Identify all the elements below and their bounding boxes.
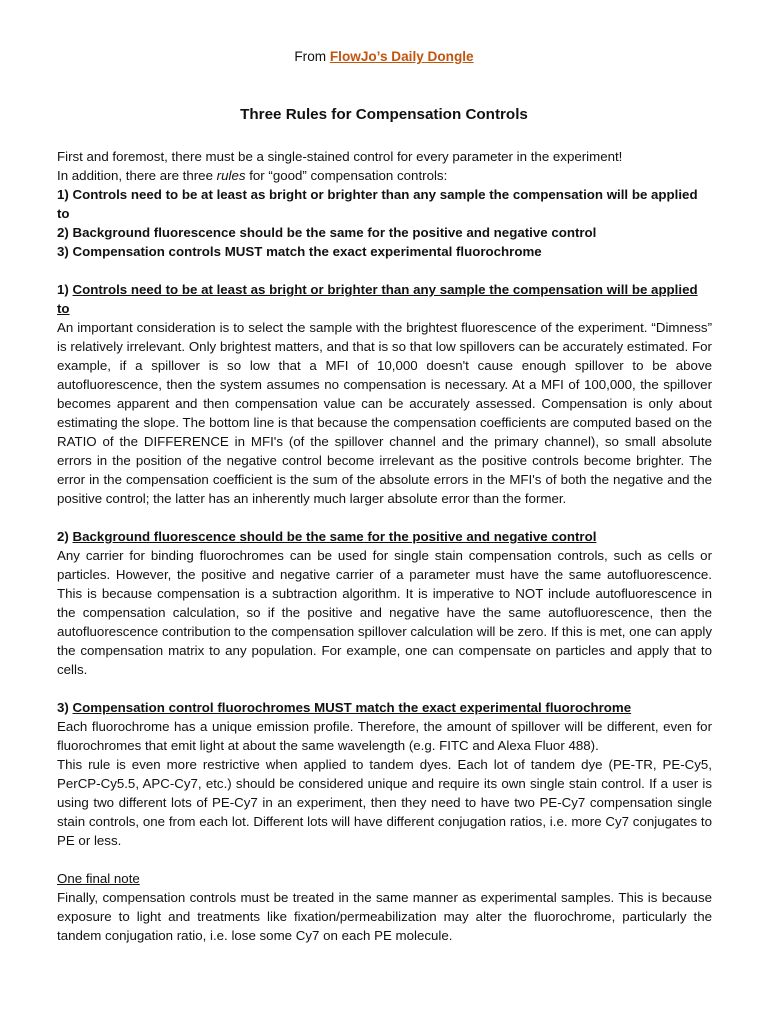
section-2-number: 2)	[57, 529, 69, 544]
section-1-body: An important consideration is to select the sample with the brightest fluorescence of the experiment. “Dimness” is relatively irrelevant. Only brightest matters, and that is so that low spillovers can be accurately estimated. For example, if a spillover is so low that a MFI of 10,000 doesn't cause enough spillover to be above autofluorescence, then the system assumes no compensation is necessary. At a MFI of 100,000, the spillover becomes apparent and then compensation value can be accurately assessed. Compensation is only about estimating the slope. The bottom line is that because the compensation coefficients are computed based on the RATIO of the DIFFERENCE in MFI's (of the spillover channel and the primary channel), so small absolute errors in the position of the negative control become irrelevant as the positive controls become brighter. The error in the compensation coefficient is the sum of the absolute errors in the MFI's of both the negative and the positive control; the latter has an inherently much larger absolute error than the former.	[57, 320, 712, 506]
section-3-heading-text: Compensation control fluorochromes MUST match the exact experimental fluorochrome	[72, 700, 632, 715]
spacer	[57, 679, 712, 698]
spacer	[57, 261, 712, 280]
spacer	[57, 508, 712, 527]
section-3-body-1: Each fluorochrome has a unique emission profile. Therefore, the amount of spillover will be different, even for fluorochromes that emit light at about the same wavelength (e.g. FITC and Alexa Fluor 488).	[57, 719, 712, 753]
intro-rules-word: rules	[216, 168, 246, 183]
section-1-number: 1)	[57, 282, 69, 297]
spacer	[57, 850, 712, 869]
source-line	[0, 47, 768, 66]
intro-line-1: First and foremost, there must be a single-stained control for every parameter in the experiment!	[57, 149, 623, 164]
rule-summary-2: 2) Background fluorescence should be the same for the positive and negative control	[57, 225, 597, 240]
section-3-number: 3)	[57, 700, 69, 715]
document-title: Three Rules for Compensation Controls	[240, 106, 528, 123]
section-2-heading	[57, 527, 712, 546]
intro-line-2-before: In addition, there are three	[57, 168, 217, 183]
rule-summary-3: 3) Compensation controls MUST match the exact experimental fluorochrome	[57, 244, 542, 259]
document-body	[57, 147, 712, 945]
section-2-heading-text: Background fluorescence should be the same for the positive and negative control	[72, 529, 597, 544]
section-3-heading	[57, 698, 712, 717]
final-note-heading: One final note	[57, 871, 140, 886]
intro-line-2	[57, 166, 712, 185]
source-link[interactable]: FlowJo’s Daily Dongle	[329, 49, 474, 64]
section-1-heading	[57, 280, 712, 318]
section-1-heading-text: Controls need to be at least as bright or brighter than any sample the compensation will be applied to	[57, 282, 698, 316]
intro-line-2-after: for “good” compensation controls:	[245, 168, 448, 183]
source-prefix: From	[294, 49, 327, 64]
section-3-body-2: This rule is even more restrictive when applied to tandem dyes. Each lot of tandem dye (PE-TR, PE-Cy5, PerCP-Cy5.5, APC-Cy7, etc.) should be considered unique and require its own single stain control. If a user is using two different lots of PE-Cy7 in an experiment, then they need to have two PE-Cy7 compensation single stain controls, one from each lot. Different lots will have different conjugation ratios, i.e. more Cy7 conjugates to PE or less.	[57, 757, 712, 848]
section-2-body: Any carrier for binding fluorochromes can be used for single stain compensation controls, such as cells or particles. However, the positive and negative carrier of a parameter must have the same autofluorescence. This is because compensation is a subtraction algorithm. It is imperative to NOT include autofluorescence in the compensation calculation, so if the positive and negative have the same autofluorescence, then the autofluorescence contribution to the compensation spillover calculation will be zero. If this is met, one can apply the compensation matrix to any population. For example, one can compensate on particles and apply that to cells.	[57, 548, 712, 677]
final-note-body: Finally, compensation controls must be treated in the same manner as experimental samples. This is because exposure to light and treatments like fixation/permeabilization may alter the fluorochrome, particularly the tandem conjugation ratio, i.e. lose some Cy7 on each PE molecule.	[57, 890, 712, 943]
rule-summary-1: 1) Controls need to be at least as bright or brighter than any sample the compensation will be applied to	[57, 187, 698, 221]
